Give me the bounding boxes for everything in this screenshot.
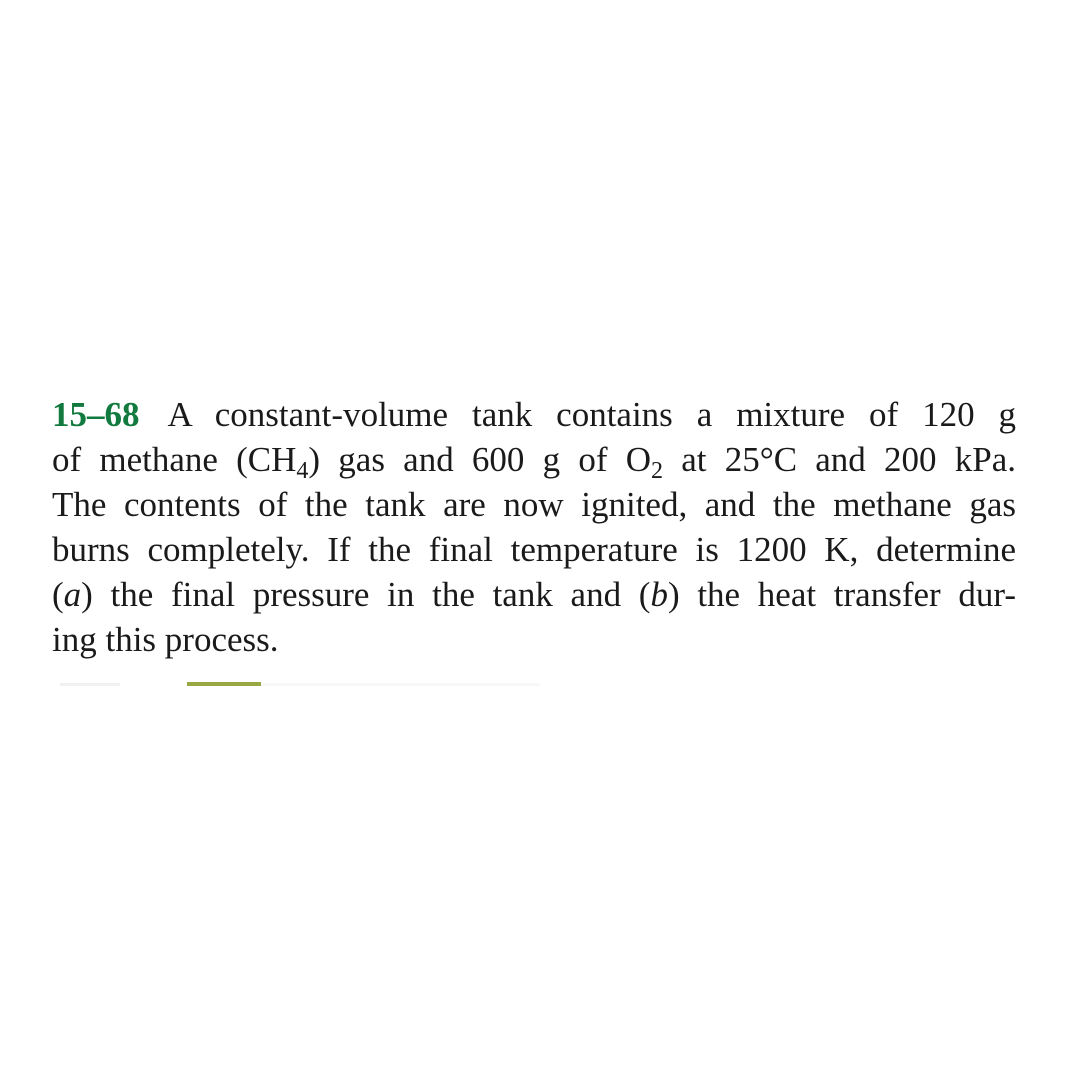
problem-statement: [52, 392, 1016, 662]
cropped-next-line-fragment: [60, 683, 660, 686]
problem-text-line-1: A constant-volume tank contains a mixture of 120 g: [167, 395, 1016, 434]
problem-line-2: [52, 437, 1016, 482]
problem-line-3: The contents of the tank are now ignited, and the methane gas: [52, 485, 1016, 524]
part-b-label: b: [650, 575, 668, 614]
problem-text-line-5b: ) the final pressure in the tank and (: [81, 575, 651, 614]
cropped-highlight-bar: [187, 682, 261, 686]
problem-text-line-5d: ) the heat transfer dur-: [667, 575, 1016, 614]
problem-line-5: [52, 572, 1016, 617]
problem-text-line-2c: at 25°C and 200 kPa.: [663, 440, 1016, 479]
part-a-label: a: [63, 575, 82, 614]
problem-line-6: ing this process.: [52, 620, 279, 659]
problem-number: 15–68: [52, 395, 140, 434]
problem-text-line-5-paren: (: [52, 575, 64, 614]
subscript-4: 4: [296, 458, 309, 484]
subscript-2: 2: [651, 458, 664, 484]
problem-text-line-2b: ) gas and 600 g of O: [308, 440, 652, 479]
problem-line-4: burns completely. If the final temperature is 1200 K, determine: [52, 530, 1016, 569]
problem-line-1: [52, 392, 1016, 437]
problem-text-line-2a: of methane (CH: [52, 440, 297, 479]
